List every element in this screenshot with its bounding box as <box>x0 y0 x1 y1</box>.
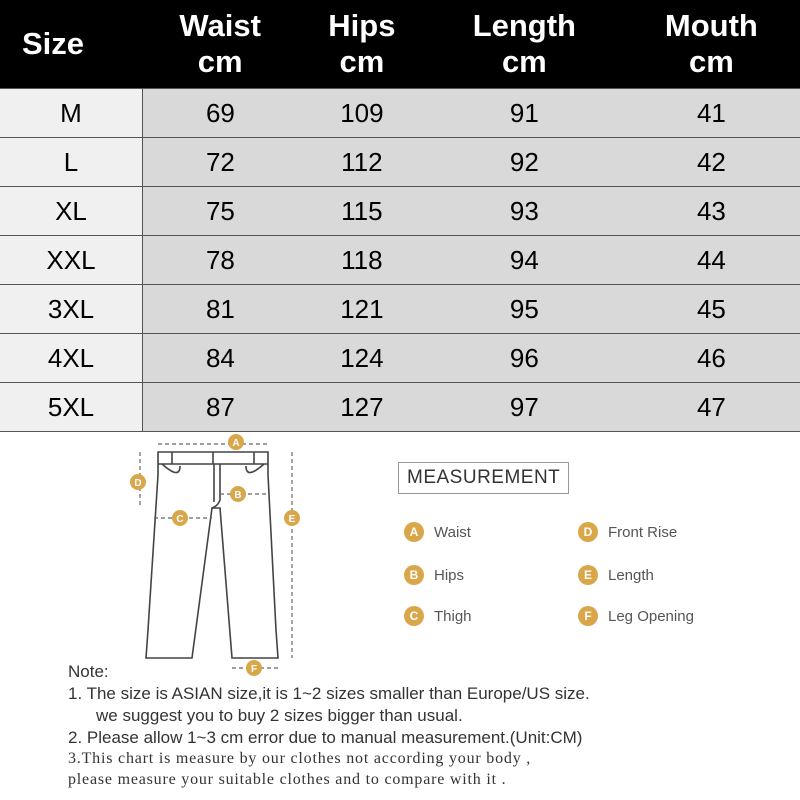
waist-cell: 69 <box>143 89 298 138</box>
table-row <box>0 334 800 383</box>
badge-e-icon: E <box>578 565 598 585</box>
badge-b-icon: B <box>404 565 424 585</box>
column-header-length: Length cm <box>426 0 623 89</box>
length-cell: 92 <box>426 138 623 187</box>
hips-cell: 121 <box>298 285 426 334</box>
table-header-row <box>0 0 800 89</box>
legend-item-front-rise <box>578 522 677 542</box>
legend-label: Leg Opening <box>608 607 694 625</box>
waist-cell: 78 <box>143 236 298 285</box>
measurement-title: MEASUREMENT <box>398 462 569 494</box>
measurement-section <box>0 430 800 800</box>
table-row <box>0 236 800 285</box>
length-cell: 94 <box>426 236 623 285</box>
waist-cell: 87 <box>143 383 298 432</box>
marker-b-label: B <box>234 490 242 501</box>
length-cell: 93 <box>426 187 623 236</box>
length-cell: 97 <box>426 383 623 432</box>
note-line-2: we suggest you to buy 2 sizes bigger than usual. <box>96 706 463 725</box>
size-cell: L <box>0 138 143 187</box>
waist-cell: 81 <box>143 285 298 334</box>
legend-item-leg-opening <box>578 606 694 626</box>
length-cell: 95 <box>426 285 623 334</box>
mouth-cell: 46 <box>623 334 800 383</box>
column-header-mouth: Mouth cm <box>623 0 800 89</box>
marker-d-label: D <box>134 478 142 489</box>
marker-c-label: C <box>176 514 184 525</box>
legend-label: Waist <box>434 523 471 541</box>
mouth-cell: 41 <box>623 89 800 138</box>
hips-cell: 118 <box>298 236 426 285</box>
legend-label: Length <box>608 566 654 584</box>
pants-outline <box>146 452 278 658</box>
badge-f-icon: F <box>578 606 598 626</box>
size-cell: 5XL <box>0 383 143 432</box>
size-column-header: Size <box>0 0 143 89</box>
table-row <box>0 383 800 432</box>
table-row <box>0 89 800 138</box>
note-heading: Note: <box>68 662 109 681</box>
marker-a-label: A <box>232 438 240 449</box>
table-row <box>0 138 800 187</box>
note-line-1: 1. The size is ASIAN size,it is 1~2 sizes smaller than Europe/US size. <box>68 684 590 703</box>
legend-label: Hips <box>434 566 465 584</box>
hips-cell: 124 <box>298 334 426 383</box>
size-cell: XL <box>0 187 143 236</box>
size-cell: 4XL <box>0 334 143 383</box>
table-row <box>0 187 800 236</box>
legend-item-hips <box>404 565 464 585</box>
marker-badges <box>130 434 300 676</box>
size-cell: XXL <box>0 236 143 285</box>
legend-item-waist <box>404 522 471 542</box>
badge-d-icon: D <box>578 522 598 542</box>
note-line-5: please measure your suitable clothes and to compare with it . <box>68 771 507 788</box>
column-header-hips: Hips cm <box>298 0 426 89</box>
pants-diagram <box>120 430 320 680</box>
hips-cell: 109 <box>298 89 426 138</box>
marker-f-label: F <box>250 664 258 675</box>
waist-cell: 75 <box>143 187 298 236</box>
size-cell: M <box>0 89 143 138</box>
waist-cell: 84 <box>143 334 298 383</box>
legend-item-thigh <box>404 606 472 626</box>
measure-lines <box>140 444 292 668</box>
mouth-cell: 47 <box>623 383 800 432</box>
hips-cell: 112 <box>298 138 426 187</box>
length-cell: 91 <box>426 89 623 138</box>
column-header-waist: Waist cm <box>143 0 298 89</box>
waist-cell: 72 <box>143 138 298 187</box>
badge-a-icon: A <box>404 522 424 542</box>
mouth-cell: 44 <box>623 236 800 285</box>
badge-c-icon: C <box>404 606 424 626</box>
length-cell: 96 <box>426 334 623 383</box>
hips-cell: 115 <box>298 187 426 236</box>
mouth-cell: 45 <box>623 285 800 334</box>
legend-label: Thigh <box>434 607 472 625</box>
size-cell: 3XL <box>0 285 143 334</box>
legend-item-length <box>578 565 654 585</box>
table-row <box>0 285 800 334</box>
note-line-4: 3.This chart is measure by our clothes not according your body , <box>68 750 532 767</box>
note-line-3: 2. Please allow 1~3 cm error due to manual measurement.(Unit:CM) <box>68 728 583 747</box>
marker-e-label: E <box>288 514 296 525</box>
mouth-cell: 42 <box>623 138 800 187</box>
mouth-cell: 43 <box>623 187 800 236</box>
hips-cell: 127 <box>298 383 426 432</box>
legend-label: Front Rise <box>608 523 678 541</box>
